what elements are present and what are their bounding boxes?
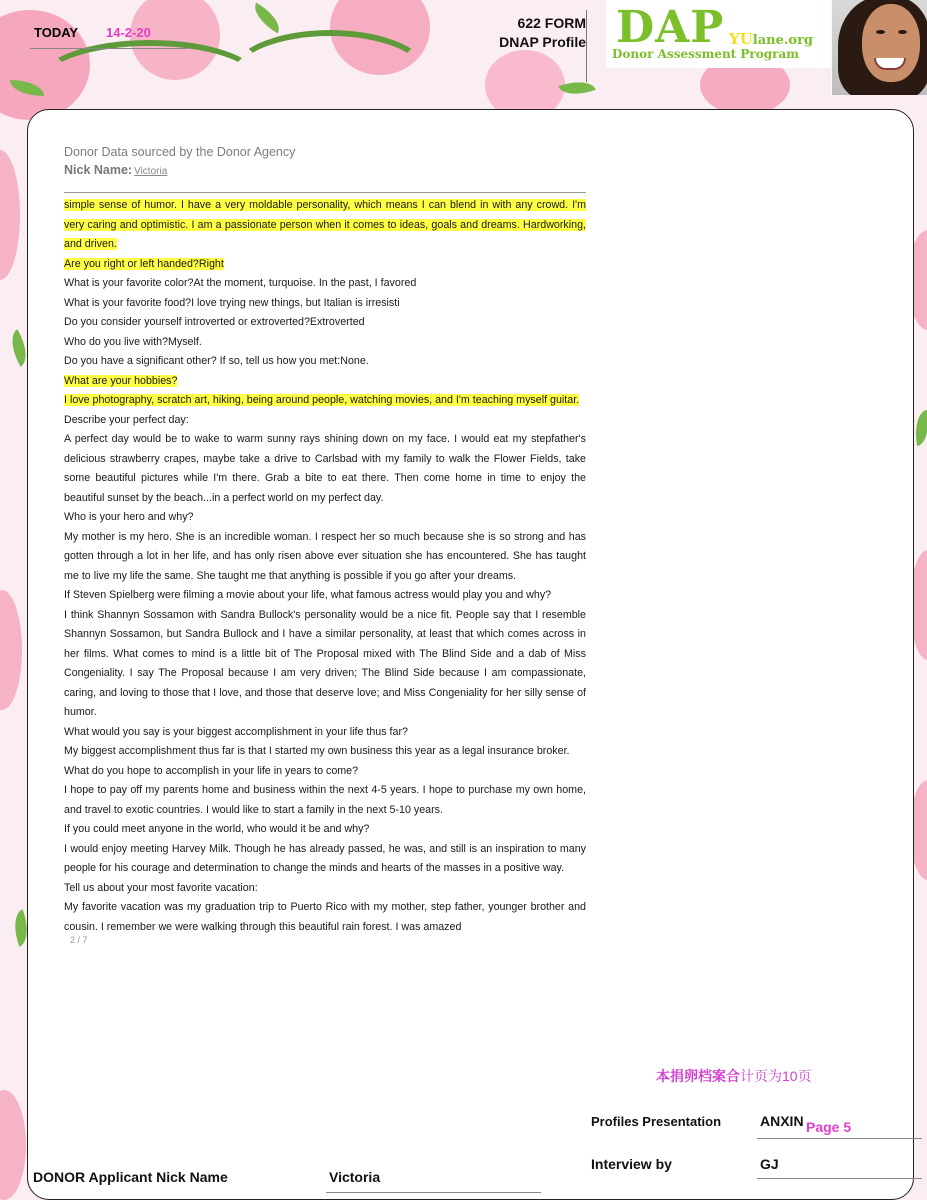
date-value: 14-2-20 <box>106 25 151 40</box>
nick-name-value: Victoria <box>134 166 168 177</box>
line-text: My favorite vacation was my graduation trip to Puerto Rico with my mother, step father, younger brother and cousin. I remember we were walking through this beautiful rain forest. I was amazed <box>64 901 586 933</box>
document-line <box>64 391 586 411</box>
form-title-block <box>470 14 586 52</box>
nick-name-label: Nick Name: <box>64 163 133 177</box>
form-subtitle: DNAP Profile <box>499 34 586 50</box>
document-line <box>64 528 586 587</box>
line-text: Who is your hero and why? <box>64 511 194 523</box>
document-line <box>64 508 586 528</box>
document-header <box>64 143 586 181</box>
today-label: TODAY <box>34 25 79 40</box>
document-page <box>64 143 586 946</box>
line-text: What would you say is your biggest accomplishment in your life thus far? <box>64 725 408 738</box>
dap-logo: DAP <box>616 2 725 53</box>
document-line <box>64 606 586 723</box>
document-line <box>64 742 586 762</box>
document-line <box>64 820 586 840</box>
document-line <box>64 255 586 275</box>
chinese-note-rest: 计页为10页 <box>740 1068 812 1084</box>
document-line <box>64 723 586 743</box>
line-text: If Steven Spielberg were filming a movie about your life, what famous actress would play you and why? <box>64 589 552 601</box>
logo-site <box>729 30 813 48</box>
line-text: I would enjoy meeting Harvey Milk. Though he has already passed, he was, and still is an inspiration to many people for his courage and determination to change the minds and hearts of the masses in a positive way. <box>64 842 586 874</box>
source-line: Donor Data sourced by the Donor Agency <box>64 145 296 159</box>
header-divider <box>586 10 587 82</box>
document-line <box>64 372 586 392</box>
document-line <box>64 196 586 255</box>
profiles-label: Profiles Presentation <box>591 1114 722 1129</box>
logo-site-y: YU <box>729 30 753 48</box>
document-line <box>64 898 586 937</box>
document-line <box>64 294 586 314</box>
document-line <box>64 762 586 782</box>
line-text: What is your favorite food?I love trying new things, but Italian is irresisti <box>64 296 400 309</box>
page-number: Page 5 <box>806 1119 852 1135</box>
line-text: My mother is my hero. She is an incredible woman. I respect her so much because she is so strong and has gotten through a lot in her life, and has only risen above ever situation she has encountered. She has taught me to live my life the same. She taught me that anything is possible if you go after your dreams. <box>64 530 586 582</box>
line-text: Do you consider yourself introverted or extroverted?Extroverted <box>64 316 365 328</box>
page-indicator: 2 / 7 <box>70 935 88 945</box>
line-text: My biggest accomplishment thus far is that I started my own business this year as a legal insurance broker. <box>64 745 570 757</box>
interview-value: GJ <box>760 1156 779 1172</box>
document-line <box>64 430 586 508</box>
chinese-note <box>656 1066 812 1086</box>
line-text: What do you hope to accomplish in your life in years to come? <box>64 764 359 777</box>
document-line <box>64 840 586 879</box>
applicant-underline <box>326 1192 541 1193</box>
applicant-label: DONOR Applicant Nick Name <box>33 1169 228 1185</box>
document-line <box>64 781 586 820</box>
document-line <box>64 586 586 606</box>
line-text: What is your favorite color?At the moment, turquoise. In the past, I favored <box>64 277 417 289</box>
highlighted-text: What are your hobbies? <box>64 374 178 387</box>
logo-subtitle: Donor Assessment Program <box>612 47 799 61</box>
header-rule <box>64 192 586 193</box>
highlighted-text: Are you right or left handed?Right <box>64 257 224 270</box>
line-text: Tell us about your most favorite vacation: <box>64 881 258 894</box>
line-text: I think Shannyn Sossamon with Sandra Bullock's personality would be a nice fit. People say that I resemble Shannyn Sossamon, but Sandra Bullock and I have a similar personality, at least that which comes across in her films. What comes to mind is a little bit of The Proposal mixed with The Blind Side and a dab of Miss Congeniality. I say The Proposal because I am very driven; The Blind Side because I am compassionate, caring, and loving to those that I love, and those that deserve love; and Miss Congeniality for her silly sense of humor. <box>64 608 586 718</box>
highlighted-text: I love photography, scratch art, hiking, being around people, watching movies, and I'm teaching myself guitar. <box>64 394 580 406</box>
profiles-underline <box>757 1138 922 1139</box>
document-line <box>64 274 586 294</box>
document-line <box>64 313 586 333</box>
highlighted-text: simple sense of humor. I have a very moldable personality, which means I can blend in with any crowd. I'm very caring and optimistic. I am a passionate person when it comes to ideas, goals and dreams. Hardworking, and driven. <box>64 199 586 250</box>
nick-name-row <box>64 161 586 181</box>
profiles-value: ANXIN <box>760 1113 804 1129</box>
logo-site-rest: lane.org <box>752 33 814 48</box>
document-line <box>64 411 586 431</box>
line-text: A perfect day would be to wake to warm sunny rays shining down on my face. I would eat my stepfather's delicious strawberry crapes, maybe take a drive to Carlsbad with my family to walk the Flower Fields, take some beautiful pictures while I'm there. Grab a bite to eat there. Then come home in time to enjoy the beautiful sunset by the beach...in a perfect world on my perfect day. <box>64 433 586 504</box>
interview-label: Interview by <box>591 1156 672 1172</box>
line-text: I hope to pay off my parents home and business within the next 4-5 years. I hope to purchase my own home, and travel to exotic countries. I would like to start a family in the next 5-10 years. <box>64 784 586 816</box>
line-text: If you could meet anyone in the world, who would it be and why? <box>64 823 370 835</box>
line-text: Describe your perfect day: <box>64 413 189 426</box>
line-text: Who do you live with?Myself. <box>64 335 202 348</box>
applicant-value: Victoria <box>329 1169 381 1185</box>
document-line <box>64 879 586 899</box>
interview-underline <box>757 1178 922 1179</box>
chinese-note-bold: 本捐卵档案合 <box>656 1068 740 1084</box>
date-underline <box>30 48 188 49</box>
document-line <box>64 352 586 372</box>
line-text: Do you have a significant other? If so, tell us how you met:None. <box>64 355 369 367</box>
form-title: 622 FORM <box>517 15 586 31</box>
document-line <box>64 333 586 353</box>
document-body <box>64 196 586 937</box>
donor-photo <box>831 0 927 95</box>
